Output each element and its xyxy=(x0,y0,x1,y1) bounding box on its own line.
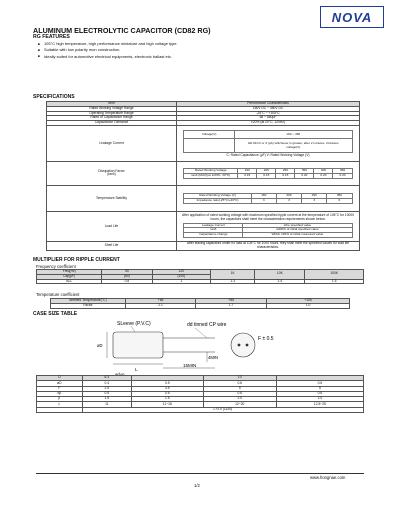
frequency-coefficient-label: Frequency coefficient xyxy=(36,264,76,269)
case-cell xyxy=(37,407,83,412)
df-voltage-label: Rated Working Voltage xyxy=(184,169,238,174)
case-cell: 12.5~25 xyxy=(276,402,363,407)
temp-header: +105 xyxy=(267,299,350,304)
case-cell: 1.5 xyxy=(82,397,131,402)
df-voltage: 450 xyxy=(333,169,352,174)
row-label: Temperature Stability xyxy=(47,185,177,211)
specifications-heading: SPECIFICATIONS xyxy=(33,94,75,100)
capacitor-top-view xyxy=(231,333,255,357)
table-row xyxy=(37,279,364,284)
df-value-row xyxy=(184,173,352,178)
case-cell: 0.5 xyxy=(131,391,203,396)
case-cell: F xyxy=(37,386,83,391)
ts-voltage: 250 xyxy=(302,194,327,199)
leakage-blank xyxy=(184,139,234,153)
capacitor-drawing xyxy=(95,318,305,380)
website-link[interactable]: www.hongnae.com xyxy=(310,475,346,480)
df-value: 0.20 xyxy=(295,173,314,178)
sleeve-label: SLeeve (P.V.C) xyxy=(117,321,151,327)
ts-voltage: 350 xyxy=(327,194,352,199)
leakage-formula: I≤0.01CV or 3 (μA) whichever is greater, after 2 minutes, 2minutes xyxy=(247,140,339,145)
case-cell-span: L+2.0 (L≥20) xyxy=(82,407,363,412)
table-row xyxy=(51,303,350,308)
case-cell: øD xyxy=(37,381,83,386)
4min-label: 4MIN xyxy=(208,355,219,360)
freq-value: 1.5 xyxy=(305,279,364,284)
df-value: 0.15 xyxy=(238,173,257,178)
feature-list xyxy=(38,41,178,60)
table-row-temperature-stability xyxy=(47,185,360,211)
df-value: 0.15 xyxy=(257,173,276,178)
df-value: 0.20 xyxy=(314,173,333,178)
logo-text: NOVA xyxy=(331,9,373,25)
row-value: After leaving capacitors under no load at 105°C for 1000 hours, they shall meet the specified values for load life characteristics. xyxy=(177,241,360,250)
ripple-heading: MULTIPLIER FOR RIPPLE CURRENT xyxy=(33,257,120,263)
capacitor-body xyxy=(113,332,163,358)
load-life-description: After application of rated working voltage with maximum specified ripple current at the temperature of 105°C for 10000 hours, the capacitors shall meet the characteristics requirements shown below. xyxy=(181,212,355,221)
freq-header: 50 xyxy=(102,270,152,275)
df-value: 0.15 xyxy=(276,173,295,178)
temperature-stability-subtable xyxy=(183,193,352,204)
wire-leader xyxy=(195,328,207,338)
leakage-formula-cell xyxy=(234,139,352,153)
temp-row-label: Factor xyxy=(51,303,126,308)
temperature-table xyxy=(50,298,350,309)
diameter-dd-label: ød±p xyxy=(115,372,125,377)
leakage-voltage-value: 160 ~ 450 xyxy=(234,131,352,139)
case-cell: 0.5 xyxy=(82,391,131,396)
freq-sub: (60) xyxy=(102,274,152,279)
case-cell: dβ xyxy=(37,391,83,396)
case-cell: 3.5 xyxy=(131,386,203,391)
df-label: Dissipation Factor xyxy=(98,168,125,173)
load-life-subtable xyxy=(183,223,352,238)
row-value: 68 ~ 680μF xyxy=(177,116,360,121)
case-header: 6.3 xyxy=(82,376,131,381)
page-number: 1/2 xyxy=(194,483,200,488)
df-voltage: 200 xyxy=(257,169,276,174)
case-cell: 0.4 xyxy=(82,381,131,386)
freq-value: 1.3 xyxy=(211,279,255,284)
df-voltage: 400 xyxy=(314,169,333,174)
case-cell: β xyxy=(37,397,83,402)
document-title: ALUMINUM ELECTROLYTIC CAPACITOR (CD82 RG) xyxy=(33,26,211,35)
load-life-value: Within ±20% of initial measured value xyxy=(243,233,352,238)
case-header: 10 xyxy=(203,376,276,381)
case-cell: 0.6 xyxy=(276,391,363,396)
ts-voltage: 160 xyxy=(251,194,276,199)
load-life-value: ≤the specified value xyxy=(243,223,352,228)
row-value: ±20% (at 20°C, 120Hz) xyxy=(177,121,360,126)
freq-header: 1K xyxy=(211,270,255,280)
row-label: Load Life xyxy=(47,211,177,241)
case-cell: 5 xyxy=(203,386,276,391)
footer-divider xyxy=(36,473,364,474)
case-size-heading: CASE SIZE TABLE xyxy=(33,311,78,317)
load-life-value: ≤200% of initial specified value xyxy=(243,228,352,233)
freq-header: 120 xyxy=(152,270,211,275)
row-label: Shelf Life xyxy=(47,241,177,250)
case-cell: 0.5 xyxy=(131,381,203,386)
case-cell: 2.0 xyxy=(276,397,363,402)
table-row-shelf-life xyxy=(47,241,360,250)
row-label: Leakage Current xyxy=(47,125,177,161)
dissipation-cell xyxy=(177,161,360,185)
df-value: 0.20 xyxy=(333,173,352,178)
temp-header: +65 xyxy=(125,299,196,304)
table-row xyxy=(37,407,364,412)
feature-item: ■ Suitable with low polarity mon construction. xyxy=(38,47,178,53)
column-header-performance: Performance Characteristics xyxy=(177,102,360,107)
temp-value: 2.1 xyxy=(125,303,196,308)
lead-dot xyxy=(246,344,249,347)
frequency-table xyxy=(36,269,364,284)
df-value-label: tanδ (MAX)(at 120Hz, 20°C) xyxy=(184,173,238,178)
load-life-item: tanδ xyxy=(184,228,243,233)
df-voltage: 160 xyxy=(238,169,257,174)
case-size-table xyxy=(36,375,364,413)
case-cell: 5 xyxy=(276,386,363,391)
freq-header: 100K xyxy=(305,270,364,280)
ts-ratio-row xyxy=(184,198,352,203)
freq-value: 1 xyxy=(152,279,211,284)
case-cell: 11~16 xyxy=(131,402,203,407)
df-voltage: 250 xyxy=(276,169,295,174)
row-label: Rated of Capacitance Range xyxy=(47,116,177,121)
leakage-note: C: Rated Capacitance (μF) V: Rated Working Voltage (V) xyxy=(226,153,310,158)
row-value: -25°C ~ +105°C xyxy=(177,111,360,116)
case-cell: 0.6 xyxy=(203,381,276,386)
row-label xyxy=(47,161,177,185)
specifications-table xyxy=(46,101,360,251)
row-label: Rated Working Voltage Range xyxy=(47,106,177,111)
freq-header: 10K xyxy=(255,270,305,280)
15min-label: 15MIN xyxy=(183,363,197,368)
freq-sub: (100) xyxy=(152,274,211,279)
feature-item: ■ 105°C high temperature, high performance miniature and high voltage type. xyxy=(38,41,178,47)
case-cell: 11 xyxy=(82,402,131,407)
case-cell: 2.0 xyxy=(203,397,276,402)
ts-ratio: 3 xyxy=(276,198,301,203)
load-life-item: Capacitance change xyxy=(184,233,243,238)
df-voltage: 350 xyxy=(295,169,314,174)
ts-ratio: 3 xyxy=(251,198,276,203)
temp-value: 1.7 xyxy=(196,303,267,308)
case-cell: 1.5 xyxy=(131,397,203,402)
temp-header: +85 xyxy=(196,299,267,304)
leakage-subtable xyxy=(183,130,352,153)
case-cell: 12~20 xyxy=(203,402,276,407)
load-life-item: Leakage Current xyxy=(184,223,243,228)
case-cell: 0.6 xyxy=(203,391,276,396)
nova-logo xyxy=(320,6,384,28)
ts-ratio: 6 xyxy=(327,198,352,203)
freq-value: 1.4 xyxy=(255,279,305,284)
freq-sub-label: Cap(μF) xyxy=(37,274,102,279)
feature-item: ■ Ideally suited for automotive electrical equipments, electronic ballast etc. xyxy=(38,54,178,60)
ts-ratio: 3 xyxy=(302,198,327,203)
ts-voltage-label: Rated Working Voltage (V) xyxy=(184,194,251,199)
table-row-load-life xyxy=(47,211,360,241)
case-cell: 0.6 xyxy=(276,381,363,386)
row-label: Operating Temperature Range xyxy=(47,111,177,116)
table-row-leakage xyxy=(47,125,360,161)
lead-dot xyxy=(238,344,241,347)
ts-ratio-label: Impedance ratio(-25°C/+20°C) xyxy=(184,198,251,203)
df-label-sub: (tanδ) xyxy=(107,172,116,177)
temperature-stability-cell xyxy=(177,185,360,211)
case-cell: 2.5 xyxy=(82,386,131,391)
wire-label: dd tinned CP wire xyxy=(187,322,227,328)
column-header-item: Item xyxy=(47,102,177,107)
freq-row-label: ALL xyxy=(37,279,102,284)
temperature-coefficient-label: Temperature coefficient xyxy=(36,292,80,297)
table-row-dissipation xyxy=(47,161,360,185)
f-dimension-label: F ± 0.5 xyxy=(258,336,274,342)
features-heading: RG FEATURES xyxy=(33,34,70,40)
case-cell: L xyxy=(37,402,83,407)
leakage-cell xyxy=(177,125,360,161)
row-value: 160V DC ~ 450V DC xyxy=(177,106,360,111)
leakage-formula-line2: voltage(V) xyxy=(286,144,301,149)
diameter-d-label: øD xyxy=(97,343,103,348)
load-life-cell xyxy=(177,211,360,241)
leakage-voltage-label: Voltage(V) xyxy=(184,131,234,139)
l-label: L xyxy=(135,367,138,372)
case-header: D xyxy=(37,376,83,381)
dissipation-subtable xyxy=(183,168,352,179)
row-label: Capacitance Tolerance xyxy=(47,121,177,126)
temp-header-label: Ambient Temperature(°C) xyxy=(51,299,126,304)
ts-voltage: 200 xyxy=(276,194,301,199)
temp-value: 1.0 xyxy=(267,303,350,308)
freq-value: 0.8 xyxy=(102,279,152,284)
freq-header-label: Freq(Hz) xyxy=(37,270,102,275)
